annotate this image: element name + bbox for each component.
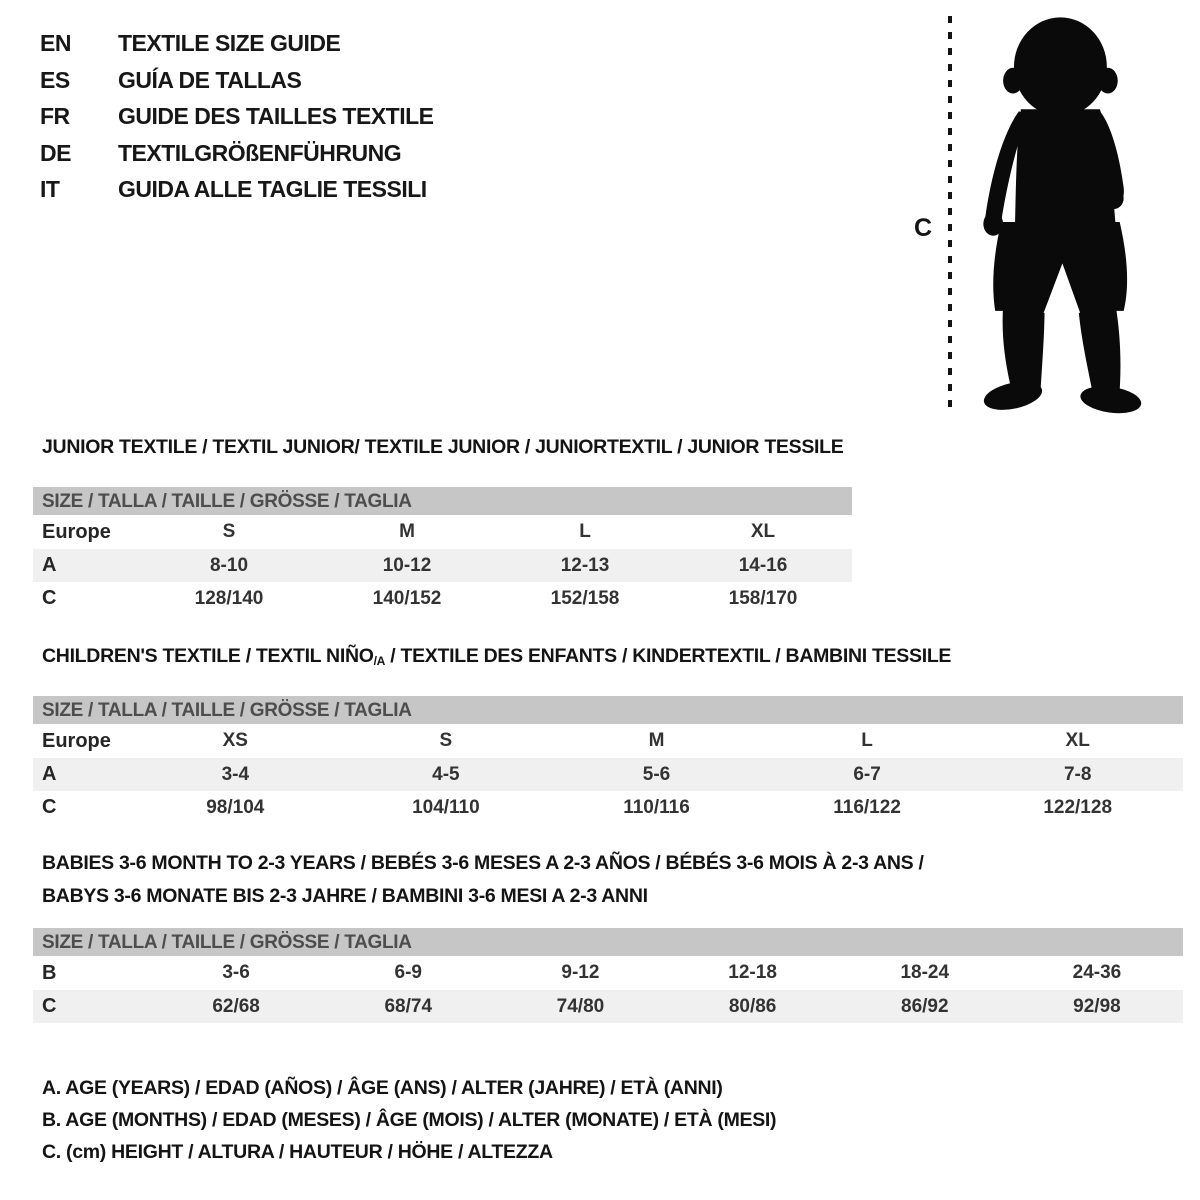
column-header: XL <box>1065 730 1090 751</box>
babies-title-line1: BABIES 3-6 MONTH TO 2-3 YEARS / BEBÉS 3-6 MESES A 2-3 AÑOS / BÉBÉS 3-6 MOIS À 2-3 ANS / <box>42 852 924 874</box>
language-row <box>40 30 434 67</box>
language-row <box>40 140 434 177</box>
legend-line-a: A. AGE (YEARS) / EDAD (AÑOS) / ÂGE (ANS) / ALTER (JAHRE) / ETÀ (ANNI) <box>42 1077 723 1099</box>
cell-value: 92/98 <box>1073 995 1121 1017</box>
silhouette-foot-right <box>1079 383 1143 417</box>
size-band-header: SIZE / TALLA / TAILLE / GRÖSSE / TAGLIA <box>33 487 852 515</box>
guide-title: GUIDE DES TAILLES TEXTILE <box>118 103 434 129</box>
guide-title: GUÍA DE TALLAS <box>118 66 302 93</box>
children-section-title <box>42 645 951 668</box>
table-row <box>33 791 1183 824</box>
cell-value: 14-16 <box>738 554 788 576</box>
cell-value: 152/158 <box>550 587 620 609</box>
junior-section-title: JUNIOR TEXTILE / TEXTIL JUNIOR/ TEXTILE JUNIOR / JUNIORTEXTIL / JUNIOR TESSILE <box>42 436 844 458</box>
size-band-header: SIZE / TALLA / TAILLE / GRÖSSE / TAGLIA <box>33 696 1183 724</box>
column-header: XL <box>750 521 776 542</box>
height-measure-label: C <box>914 214 933 242</box>
children-title-sub: /A <box>373 653 386 668</box>
cell-value: 8-10 <box>209 554 249 576</box>
silhouette-leg-right <box>1078 306 1120 390</box>
cell-value: 122/128 <box>1043 796 1113 818</box>
cell-value: 128/140 <box>194 587 264 609</box>
table-header-row <box>33 515 852 549</box>
children-title-pre: CHILDREN'S TEXTILE / TEXTIL NIÑO <box>42 645 374 667</box>
cell-value: 68/74 <box>384 995 433 1017</box>
column-header: XS <box>222 730 248 751</box>
junior-size-table <box>33 487 852 615</box>
language-code: IT <box>40 176 60 202</box>
cell-value: 158/170 <box>728 587 798 609</box>
toddler-silhouette <box>930 14 1177 420</box>
column-header: M <box>648 730 665 751</box>
silhouette-ear-right <box>1098 68 1118 94</box>
language-title-block <box>40 30 434 213</box>
cell-value: 140/152 <box>372 587 442 609</box>
cell-value: 3-4 <box>221 763 250 785</box>
guide-title: TEXTILGRÖßENFÜHRUNG <box>118 139 402 166</box>
cell-value: 86/92 <box>901 995 949 1017</box>
row-label: B <box>42 961 57 984</box>
cell-value: 110/116 <box>623 796 690 818</box>
row-label: C <box>42 995 57 1017</box>
legend-block <box>42 1077 776 1173</box>
cell-value: 10-12 <box>382 554 432 576</box>
table-row <box>33 990 1183 1023</box>
column-header: S <box>439 730 453 751</box>
table-header-row <box>33 724 1183 758</box>
row-label: A <box>42 554 57 576</box>
silhouette-leg-left <box>1003 306 1045 388</box>
cell-value: 4-5 <box>432 763 460 785</box>
region-label: Europe <box>42 729 111 752</box>
cell-value: 62/68 <box>212 995 260 1017</box>
cell-value: 3-6 <box>222 962 250 983</box>
row-label: C <box>42 587 57 609</box>
table-row <box>33 549 852 582</box>
language-code: DE <box>40 139 71 166</box>
cell-value: 104/110 <box>412 796 480 818</box>
babies-section-title <box>42 852 924 918</box>
column-header: L <box>861 730 873 751</box>
table-row <box>33 956 1183 990</box>
column-header: L <box>579 521 591 542</box>
size-band-header: SIZE / TALLA / TAILLE / GRÖSSE / TAGLIA <box>33 928 1183 956</box>
legend-line-c: C. (cm) HEIGHT / ALTURA / HAUTEUR / HÖHE / ALTEZZA <box>42 1141 553 1163</box>
cell-value: 9-12 <box>561 962 600 983</box>
babies-title-line2: BABYS 3-6 MONATE BIS 2-3 JAHRE / BAMBINI 3-6 MESI A 2-3 ANNI <box>42 885 648 907</box>
cell-value: 5-6 <box>642 763 671 785</box>
cell-value: 12-13 <box>560 554 610 576</box>
guide-title: TEXTILE SIZE GUIDE <box>118 30 341 56</box>
language-code: EN <box>40 30 71 56</box>
language-row <box>40 67 434 104</box>
row-label: C <box>42 796 57 818</box>
silhouette-ear-left <box>1003 68 1023 94</box>
cell-value: 116/122 <box>833 796 901 818</box>
column-header: M <box>399 521 415 542</box>
region-label: Europe <box>42 520 111 543</box>
children-title-post: / TEXTILE DES ENFANTS / KINDERTEXTIL / BAMBINI TESSILE <box>385 645 952 667</box>
cell-value: 98/104 <box>206 796 265 818</box>
silhouette-head <box>1014 17 1107 116</box>
children-size-table <box>33 696 1183 824</box>
language-row <box>40 103 434 140</box>
language-code: ES <box>40 66 70 93</box>
cell-value: 6-7 <box>853 763 881 785</box>
babies-size-table <box>33 928 1183 1023</box>
guide-title: GUIDA ALLE TAGLIE TESSILI <box>118 176 427 202</box>
cell-value: 6-9 <box>394 962 422 983</box>
legend-line-b: B. AGE (MONTHS) / EDAD (MESES) / ÂGE (MOIS) / ALTER (MONATE) / ETÀ (MESI) <box>42 1109 777 1131</box>
language-row <box>40 176 434 213</box>
table-row <box>33 582 852 615</box>
column-header: S <box>222 521 236 542</box>
language-code: FR <box>40 103 70 129</box>
cell-value: 74/80 <box>556 995 605 1017</box>
silhouette-hand-right <box>1104 187 1124 209</box>
cell-value: 18-24 <box>900 962 950 983</box>
cell-value: 12-18 <box>728 962 777 983</box>
table-row <box>33 758 1183 791</box>
row-label: A <box>42 763 57 785</box>
cell-value: 7-8 <box>1063 763 1092 785</box>
cell-value: 80/86 <box>728 995 777 1017</box>
cell-value: 24-36 <box>1072 962 1122 983</box>
